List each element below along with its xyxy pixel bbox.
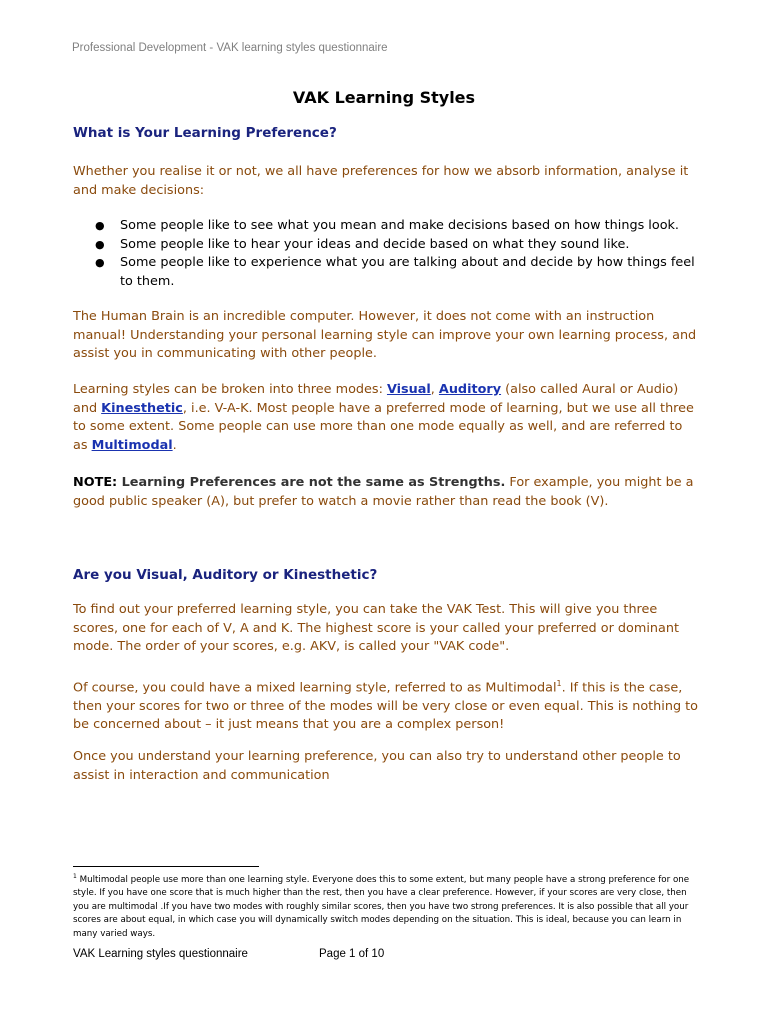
footnote-number: 1: [73, 873, 77, 880]
bullet-icon: ●: [95, 256, 105, 269]
visual-link[interactable]: Visual: [386, 382, 431, 397]
page-header: Professional Development - VAK learning styles questionnaire: [72, 42, 388, 54]
bullet-icon: ●: [95, 219, 105, 232]
preference-list: [73, 217, 698, 291]
note-emphasis: Learning Preferences are not the same as Strengths.: [117, 475, 506, 490]
footnote: $^1$ Multimodal people use more than one learning style. Everyone does this to some extent, but many people have a strong preference for one style. If you have one score that is much higher than the rest, then you have a clear preference. However, if your scores are very close, then you are multimodal .If you have two modes with roughly similar scores, then you have two strong preferences. It is also possible that all your scores are about equal, in which case you will dynamically switch modes depending on the situation. This is ideal, because you can learn in many varied ways.: [73, 873, 690, 939]
list-item: ● Some people like to hear your ideas and decide based on what they sound like.: [73, 236, 698, 255]
document-title: VAK Learning Styles: [292, 88, 476, 107]
footnote-divider: [73, 866, 259, 867]
note-label: NOTE:: [73, 475, 118, 490]
intro-paragraph: Whether you realise it or not, we all have preferences for how we absorb information, analyse it and make decisions:: [73, 164, 689, 198]
modes-paragraph: Learning styles can be broken into three modes: Visual, Auditory (also called Aural or Audio) and Kinesthetic, i.e. V-A-K. Most people have a preferred mode of learning, but we use all three to some extent. Some people can use more than one mode equally as well, and are referred to as Multimodal.: [73, 382, 694, 453]
list-item: ● Some people like to see what you mean and make decisions based on how things look.: [73, 217, 698, 236]
understanding-paragraph: Once you understand your learning preference, you can also try to understand other people to assist in interaction and communication: [73, 749, 681, 783]
vak-test-paragraph: To find out your preferred learning style, you can take the VAK Test. This will give you three scores, one for each of V, A and K. The highest score is your called your preferred or dominant mode. The order of your scores, e.g. AKV, is called your "VAK code".: [73, 602, 679, 654]
section-heading-vak: Are you Visual, Auditory or Kinesthetic?: [73, 567, 378, 583]
section-heading-preference: What is Your Learning Preference?: [73, 125, 337, 141]
footer-title: VAK Learning styles questionnaire: [73, 948, 248, 960]
brain-paragraph: The Human Brain is an incredible computer. However, it does not come with an instruction manual! Understanding your personal learning style can improve your own learning process, and assist you in communicating with other people.: [73, 309, 697, 361]
note-paragraph: NOTE: Learning Preferences are not the same as Strengths. For example, you might be a good public speaker (A), but prefer to watch a movie rather than read the book (V).: [73, 475, 694, 509]
bullet-icon: ●: [95, 237, 105, 251]
auditory-link[interactable]: Auditory: [438, 382, 502, 397]
page-number: Page 1 of 10: [319, 948, 385, 960]
multimodal-link[interactable]: Multimodal: [91, 437, 173, 453]
footnote-reference[interactable]: 1: [556, 679, 562, 688]
multimodal-paragraph: Of course, you could have a mixed learning style, referred to as Multimodal$^1$. If this is the case, then your scores for two or three of the modes will be very close or even equal. This is nothing to be concerned about – it just means that you are a complex person!: [73, 679, 698, 733]
kinesthetic-link[interactable]: Kinesthetic: [101, 400, 183, 416]
list-item: ● Some people like to experience what you are talking about and decide by how things feel to them.: [95, 255, 695, 289]
